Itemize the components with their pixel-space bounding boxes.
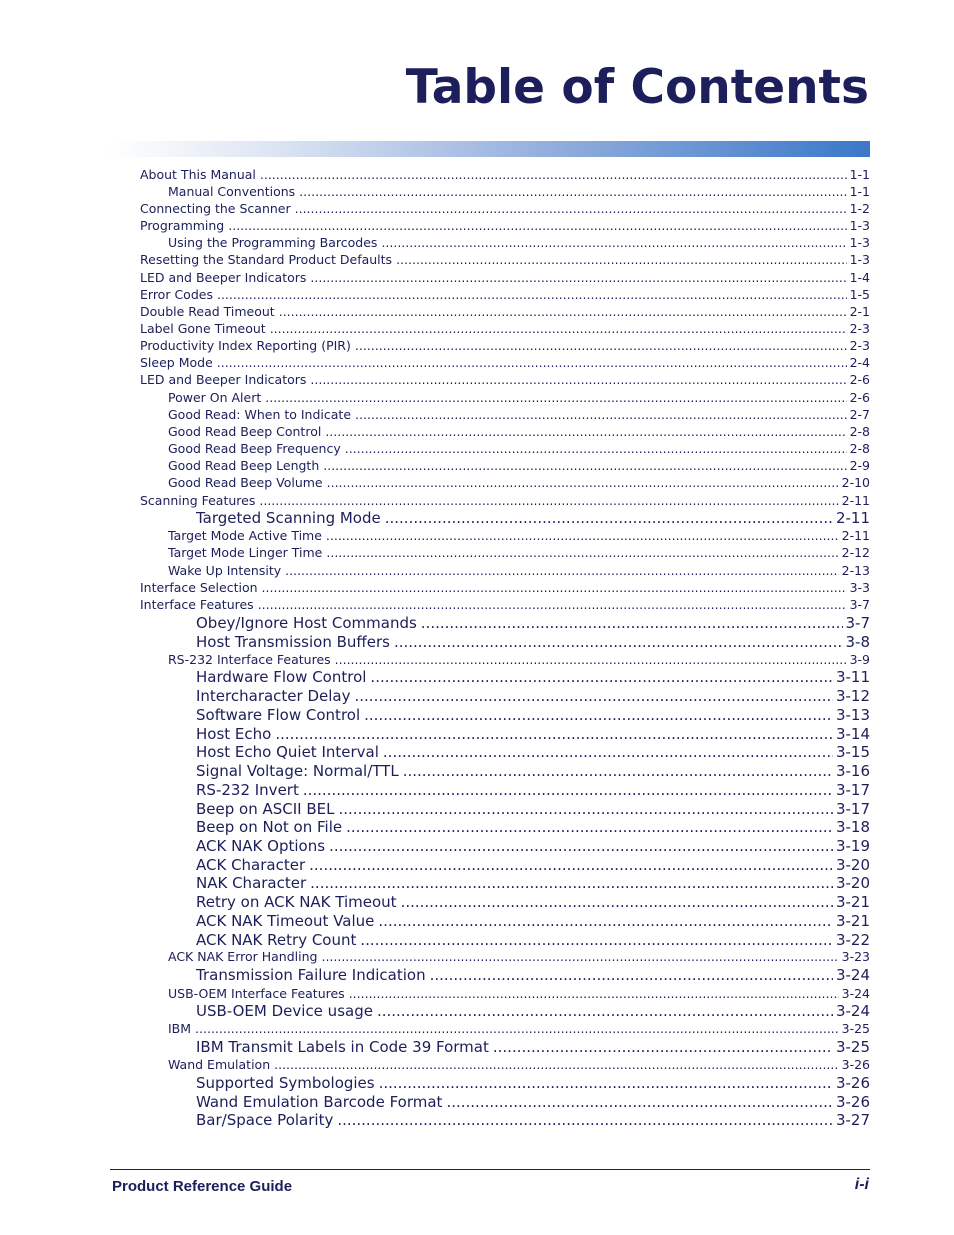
toc-entry[interactable] [196,818,870,836]
toc-entry-page: 3-11 [835,668,870,686]
toc-entry-page: 3-23 [841,949,870,964]
toc-entry-label: Interface Selection [140,580,258,595]
toc-entry-page: 3-20 [835,874,870,892]
toc-dot-leader [295,201,847,216]
toc-entry[interactable] [140,321,870,336]
toc-entry-page: 3-9 [849,652,870,667]
toc-entry-page: 3-25 [841,1021,870,1036]
toc-entry-page: 3-26 [841,1057,870,1072]
toc-entry[interactable] [196,725,870,743]
toc-entry-label: Target Mode Linger Time [168,545,323,560]
toc-entry-label: Good Read Beep Volume [168,475,323,490]
toc-entry-label: Software Flow Control [196,706,361,724]
toc-dot-leader [259,493,838,508]
toc-entry-label: Supported Symbologies [196,1074,375,1092]
toc-entry-label: USB-OEM Device usage [196,1002,373,1020]
toc-entry[interactable] [168,949,870,964]
toc-entry-page: 3-17 [835,800,870,818]
toc-entry[interactable] [168,235,870,250]
toc-entry[interactable] [140,167,870,182]
toc-entry-page: 3-27 [835,1111,870,1129]
footer-guide-title: Product Reference Guide [112,1178,293,1195]
toc-dot-leader [493,1038,833,1056]
toc-entry[interactable] [196,1093,870,1111]
toc-entry-label: Good Read Beep Control [168,424,322,439]
footer-divider [110,1169,870,1170]
toc-entry[interactable] [196,931,870,949]
toc-entry[interactable] [168,441,870,456]
toc-entry[interactable] [196,633,870,651]
toc-dot-leader [279,304,847,319]
toc-entry-page: 3-7 [849,597,870,612]
toc-entry[interactable] [196,1038,870,1056]
toc-entry-page: 3-17 [835,781,870,799]
toc-entry-page: 3-19 [835,837,870,855]
toc-entry-page: 1-3 [849,252,870,267]
toc-dot-leader [325,424,846,439]
toc-entry[interactable] [196,706,870,724]
toc-dot-leader [446,1093,833,1111]
toc-dot-leader [258,597,847,612]
toc-entry[interactable] [196,743,870,761]
toc-entry[interactable] [140,218,870,233]
toc-dot-leader [377,1002,833,1020]
toc-entry-page: 3-24 [835,966,870,984]
toc-entry-label: Bar/Space Polarity [196,1111,334,1129]
toc-entry[interactable] [196,966,870,984]
toc-entry-page: 3-20 [835,856,870,874]
toc-dot-leader [299,184,846,199]
toc-entry[interactable] [168,458,870,473]
toc-entry-page: 3-18 [835,818,870,836]
toc-entry[interactable] [140,355,870,370]
toc-entry-label: Double Read Timeout [140,304,275,319]
toc-entry-label: NAK Character [196,874,307,892]
toc-entry-label: Transmission Failure Indication [196,966,426,984]
toc-entry[interactable] [168,1021,870,1036]
toc-entry[interactable] [196,1111,870,1129]
toc-entry-label: LED and Beeper Indicators [140,372,307,387]
toc-entry-label: ACK NAK Retry Count [196,931,357,949]
toc-dot-leader [326,545,838,560]
toc-entry[interactable] [168,545,870,560]
toc-entry-label: Sleep Mode [140,355,213,370]
toc-entry-label: Error Codes [140,287,213,302]
toc-entry-page: 2-3 [849,338,870,353]
toc-entry-page: 1-4 [849,270,870,285]
toc-entry-page: 3-16 [835,762,870,780]
toc-entry-label: Productivity Index Reporting (PIR) [140,338,351,353]
toc-entry-page: 3-13 [835,706,870,724]
toc-entry-label: Hardware Flow Control [196,668,367,686]
toc-entry-label: Wand Emulation Barcode Format [196,1093,443,1111]
toc-entry[interactable] [196,509,870,527]
toc-entry-label: Host Echo Quiet Interval [196,743,379,761]
toc-dot-leader [345,441,847,456]
toc-dot-leader [309,856,833,874]
toc-entry-label: LED and Beeper Indicators [140,270,307,285]
toc-entry[interactable] [168,1057,870,1072]
toc-dot-leader [335,652,847,667]
toc-dot-leader [385,509,833,527]
toc-entry-page: 3-14 [835,725,870,743]
toc-entry-page: 3-7 [845,614,870,632]
toc-dot-leader [378,912,833,930]
toc-entry-page: 2-11 [841,528,870,543]
toc-entry-label: IBM Transmit Labels in Code 39 Format [196,1038,489,1056]
toc-dot-leader [310,874,833,892]
toc-entry-page: 1-5 [849,287,870,302]
toc-entry-page: 3-26 [835,1074,870,1092]
toc-entry-label: Connecting the Scanner [140,201,291,216]
toc-dot-leader [349,986,839,1001]
toc-entry-label: Good Read Beep Frequency [168,441,341,456]
toc-dot-leader [310,372,846,387]
toc-entry[interactable] [140,580,870,595]
toc-entry-label: ACK NAK Timeout Value [196,912,375,930]
toc-entry-label: Host Echo [196,725,272,743]
toc-entry[interactable] [196,1002,870,1020]
toc-entry-label: Retry on ACK NAK Timeout [196,893,397,911]
toc-dot-leader [217,287,847,302]
toc-entry-label: Targeted Scanning Mode [196,509,381,527]
toc-entry-page: 2-6 [849,390,870,405]
toc-entry-label: RS-232 Invert [196,781,299,799]
toc-entry[interactable] [168,424,870,439]
toc-dot-leader [262,580,847,595]
toc-dot-leader [364,706,833,724]
toc-dot-leader [327,475,839,490]
toc-entry-label: Intercharacter Delay [196,687,351,705]
toc-dot-leader [260,167,847,182]
toc-dot-leader [265,390,846,405]
toc-entry-page: 2-8 [849,441,870,456]
toc-entry-label: Interface Features [140,597,254,612]
toc-entry[interactable] [168,407,870,422]
toc-entry[interactable] [140,270,870,285]
toc-dot-leader [370,668,833,686]
toc-entry-label: Wand Emulation [168,1057,271,1072]
toc-dot-leader [337,1111,833,1129]
toc-dot-leader [430,966,833,984]
toc-entry-page: 1-1 [849,167,870,182]
toc-entry[interactable] [196,687,870,705]
toc-dot-leader [285,563,838,578]
toc-entry-label: About This Manual [140,167,256,182]
toc-dot-leader [217,355,847,370]
toc-entry-page: 2-11 [835,509,870,527]
toc-entry[interactable] [140,287,870,302]
toc-entry-page: 3-24 [841,986,870,1001]
toc-dot-leader [270,321,847,336]
toc-entry-page: 2-13 [841,563,870,578]
toc-entry-page: 3-24 [835,1002,870,1020]
toc-entry[interactable] [140,372,870,387]
footer-page-number: i-i [854,1176,869,1193]
toc-entry-page: 3-3 [849,580,870,595]
toc-entry-label: Power On Alert [168,390,262,405]
toc-entry-label: USB-OEM Interface Features [168,986,345,1001]
page-title: Table of Contents [405,60,869,115]
toc-entry-page: 3-15 [835,743,870,761]
toc-entry-label: Scanning Features [140,493,256,508]
toc-entry[interactable] [196,912,870,930]
toc-dot-leader [228,218,846,233]
toc-dot-leader [383,743,833,761]
toc-entry[interactable] [168,390,870,405]
toc-entry-page: 2-9 [849,458,870,473]
toc-dot-leader [355,407,847,422]
toc-entry[interactable] [196,668,870,686]
toc-entry-label: Obey/Ignore Host Commands [196,614,417,632]
toc-dot-leader [396,252,847,267]
toc-entry-page: 1-1 [849,184,870,199]
toc-entry-page: 3-21 [835,893,870,911]
toc-entry-page: 3-12 [835,687,870,705]
toc-entry-label: ACK NAK Error Handling [168,949,318,964]
toc-entry-label: RS-232 Interface Features [168,652,331,667]
toc-entry[interactable] [168,563,870,578]
toc-entry[interactable] [196,800,870,818]
toc-entry-label: Host Transmission Buffers [196,633,390,651]
toc-dot-leader [326,528,839,543]
toc-entry-page: 2-6 [849,372,870,387]
toc-entry-page: 1-2 [849,201,870,216]
toc-dot-leader [339,800,833,818]
toc-dot-leader [346,818,833,836]
toc-dot-leader [403,762,833,780]
toc-entry-page: 2-3 [849,321,870,336]
toc-dot-leader [323,458,846,473]
toc-entry-label: Using the Programming Barcodes [168,235,378,250]
toc-entry-page: 2-10 [841,475,870,490]
toc-entry[interactable] [196,762,870,780]
toc-entry-label: Beep on Not on File [196,818,343,836]
toc-entry-page: 1-3 [849,218,870,233]
toc-entry-page: 2-12 [841,545,870,560]
toc-entry[interactable] [140,201,870,216]
toc-entry-label: Manual Conventions [168,184,296,199]
toc-entry-page: 2-8 [849,424,870,439]
toc-dot-leader [321,949,838,964]
toc-entry-label: Programming [140,218,225,233]
toc-entry[interactable] [168,475,870,490]
toc-dot-leader [310,270,846,285]
toc-entry[interactable] [140,597,870,612]
toc-entry-label: Wake Up Intensity [168,563,282,578]
toc-entry-label: Good Read Beep Length [168,458,320,473]
toc-entry-page: 2-1 [849,304,870,319]
toc-entry-label: IBM [168,1021,192,1036]
toc-dot-leader [381,235,846,250]
toc-entry-page: 3-8 [845,633,870,651]
toc-entry[interactable] [196,874,870,892]
toc-entry-label: Signal Voltage: Normal/TTL [196,762,399,780]
toc-dot-leader [355,687,833,705]
toc-entry[interactable] [168,986,870,1001]
toc-entry[interactable] [140,252,870,267]
toc-dot-leader [360,931,833,949]
toc-entry[interactable] [168,652,870,667]
toc-entry-page: 3-22 [835,931,870,949]
toc-entry[interactable] [168,528,870,543]
toc-entry[interactable] [196,893,870,911]
toc-dot-leader [355,338,847,353]
toc-dot-leader [195,1021,839,1036]
toc-dot-leader [421,614,843,632]
toc-entry-page: 2-7 [849,407,870,422]
toc-entry-page: 2-11 [841,493,870,508]
toc-dot-leader [401,893,833,911]
toc-entry[interactable] [168,184,870,199]
toc-dot-leader [379,1074,833,1092]
toc-entry-label: ACK NAK Options [196,837,326,855]
toc-entry-page: 3-25 [835,1038,870,1056]
toc-dot-leader [303,781,833,799]
toc-entry-label: Beep on ASCII BEL [196,800,335,818]
toc-entry-page: 1-3 [849,235,870,250]
toc-entry[interactable] [196,781,870,799]
toc-dot-leader [394,633,843,651]
toc-entry[interactable] [196,837,870,855]
toc-entry-label: Label Gone Timeout [140,321,266,336]
toc-entry-page: 2-4 [849,355,870,370]
toc-dot-leader [274,1057,839,1072]
toc-dot-leader [329,837,833,855]
toc-entry-label: ACK Character [196,856,306,874]
toc-entry-page: 3-26 [835,1093,870,1111]
toc-entry[interactable] [140,338,870,353]
toc-entry-label: Target Mode Active Time [168,528,322,543]
toc-entry-page: 3-21 [835,912,870,930]
toc-entry[interactable] [140,493,870,508]
toc-entry-label: Good Read: When to Indicate [168,407,352,422]
toc-entry[interactable] [196,1074,870,1092]
toc-entry[interactable] [196,856,870,874]
toc-entry[interactable] [196,614,870,632]
toc-dot-leader [275,725,833,743]
toc-entry-label: Resetting the Standard Product Defaults [140,252,393,267]
toc-entry[interactable] [140,304,870,319]
